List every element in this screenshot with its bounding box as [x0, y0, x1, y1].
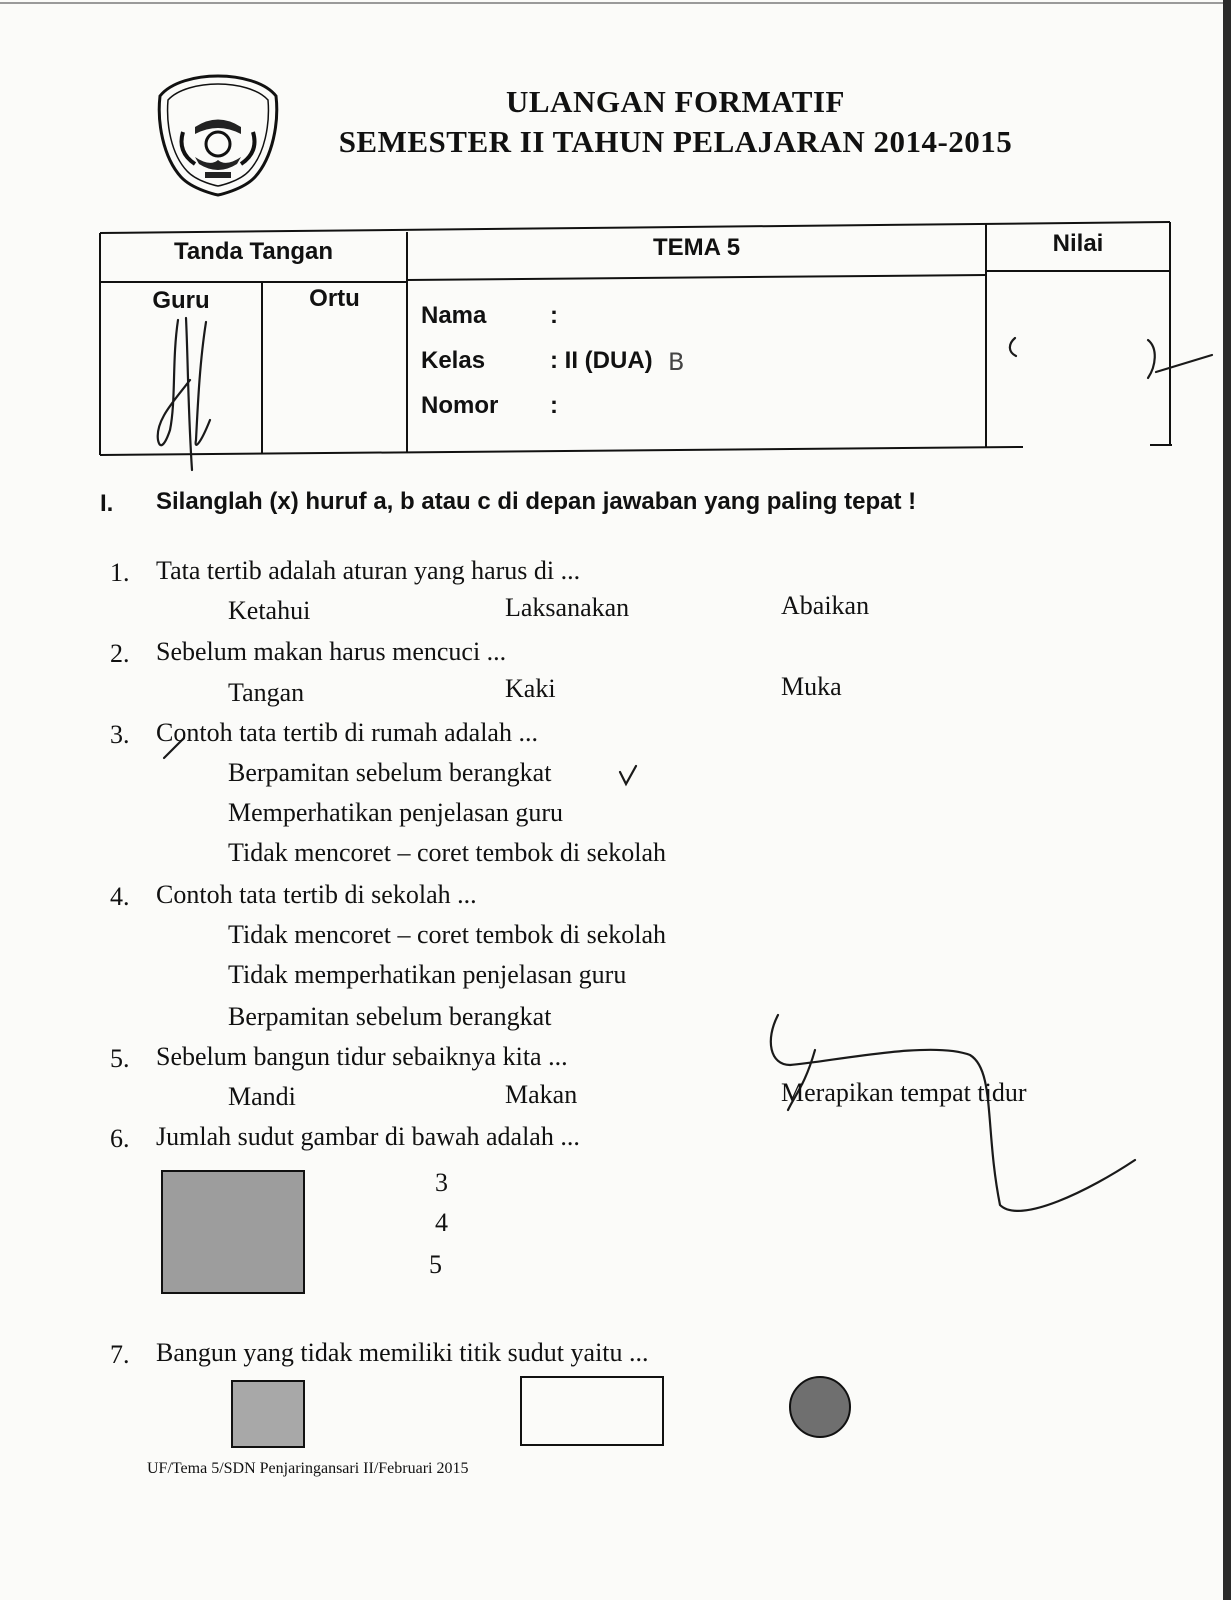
- nilai-mark-right: [1148, 340, 1212, 378]
- question-7-number: 7.: [110, 1340, 130, 1369]
- answer-cross-5: [771, 1015, 1135, 1211]
- guru-signature: [158, 318, 210, 470]
- question-1-text: Tata tertib adalah aturan yang harus di ...: [156, 556, 581, 585]
- section-instruction: Silanglah (x) huruf a, b atau c di depan jawaban yang paling tepat !: [156, 488, 917, 515]
- question-6-number: 6.: [110, 1124, 130, 1153]
- q3-option-a: Berpamitan sebelum berangkat: [228, 758, 552, 787]
- title-line-2: SEMESTER II TAHUN PELAJARAN 2014-2015: [338, 124, 1013, 159]
- q5-option-c: Merapikan tempat tidur: [781, 1078, 1027, 1107]
- footer-text: UF/Tema 5/SDN Penjaringansari II/Februari 2015: [147, 1460, 469, 1477]
- q6-option-c: 5: [429, 1250, 442, 1279]
- guru-label: Guru: [152, 287, 210, 314]
- q7-circle-shape: [789, 1376, 851, 1438]
- nomor-value: :: [550, 392, 558, 419]
- q7-rectangle-shape: [520, 1376, 664, 1446]
- q4-option-a: Tidak mencoret – coret tembok di sekolah: [228, 920, 667, 949]
- q2-option-a: Tangan: [228, 678, 305, 707]
- q3-option-b: Memperhatikan penjelasan guru: [228, 798, 563, 827]
- question-5-number: 5.: [110, 1044, 130, 1073]
- q1-option-b: Laksanakan: [505, 593, 630, 622]
- title-line-1: ULANGAN FORMATIF: [506, 84, 845, 119]
- q6-option-a: 3: [435, 1168, 448, 1197]
- question-3-number: 3.: [110, 720, 130, 749]
- q5-option-a: Mandi: [228, 1082, 296, 1111]
- question-5-text: Sebelum bangun tidur sebaiknya kita ...: [156, 1042, 568, 1071]
- ortu-label: Ortu: [309, 285, 360, 312]
- question-3-text: Contoh tata tertib di rumah adalah ...: [156, 718, 538, 747]
- q1-option-c: Abaikan: [781, 591, 870, 620]
- tema-header: TEMA 5: [652, 234, 741, 261]
- question-4-text: Contoh tata tertib di sekolah ...: [156, 880, 477, 909]
- q3-option-c: Tidak mencoret – coret tembok di sekolah: [228, 838, 667, 867]
- nama-value: :: [550, 302, 558, 329]
- q6-square-shape: [161, 1170, 305, 1294]
- kelas-handwritten: B: [668, 348, 685, 376]
- nilai-header: Nilai: [1052, 230, 1104, 257]
- question-4-number: 4.: [110, 882, 130, 911]
- q2-option-c: Muka: [781, 672, 842, 701]
- q2-option-b: Kaki: [505, 674, 556, 703]
- q6-option-b: 4: [435, 1208, 448, 1237]
- question-1-number: 1.: [110, 558, 130, 587]
- q7-square-shape: [231, 1380, 305, 1448]
- question-6-text: Jumlah sudut gambar di bawah adalah ...: [156, 1122, 580, 1151]
- kelas-value: : II (DUA): [550, 347, 653, 374]
- q4-option-b: Tidak memperhatikan penjelasan guru: [228, 960, 627, 989]
- q5-option-b: Makan: [505, 1080, 578, 1109]
- nama-label: Nama: [421, 302, 487, 329]
- q4-option-c: Berpamitan sebelum berangkat: [228, 1002, 552, 1031]
- question-7-text: Bangun yang tidak memiliki titik sudut yaitu ...: [156, 1338, 649, 1367]
- tanda-tangan-header: Tanda Tangan: [173, 238, 334, 265]
- answer-check-3: [620, 766, 636, 784]
- nomor-label: Nomor: [421, 392, 499, 419]
- kelas-label: Kelas: [421, 347, 486, 374]
- question-2-number: 2.: [110, 639, 130, 668]
- nilai-mark-left: [1010, 338, 1016, 356]
- question-2-text: Sebelum makan harus mencuci ...: [156, 637, 507, 666]
- q1-option-a: Ketahui: [228, 596, 311, 625]
- section-number: I.: [100, 490, 114, 517]
